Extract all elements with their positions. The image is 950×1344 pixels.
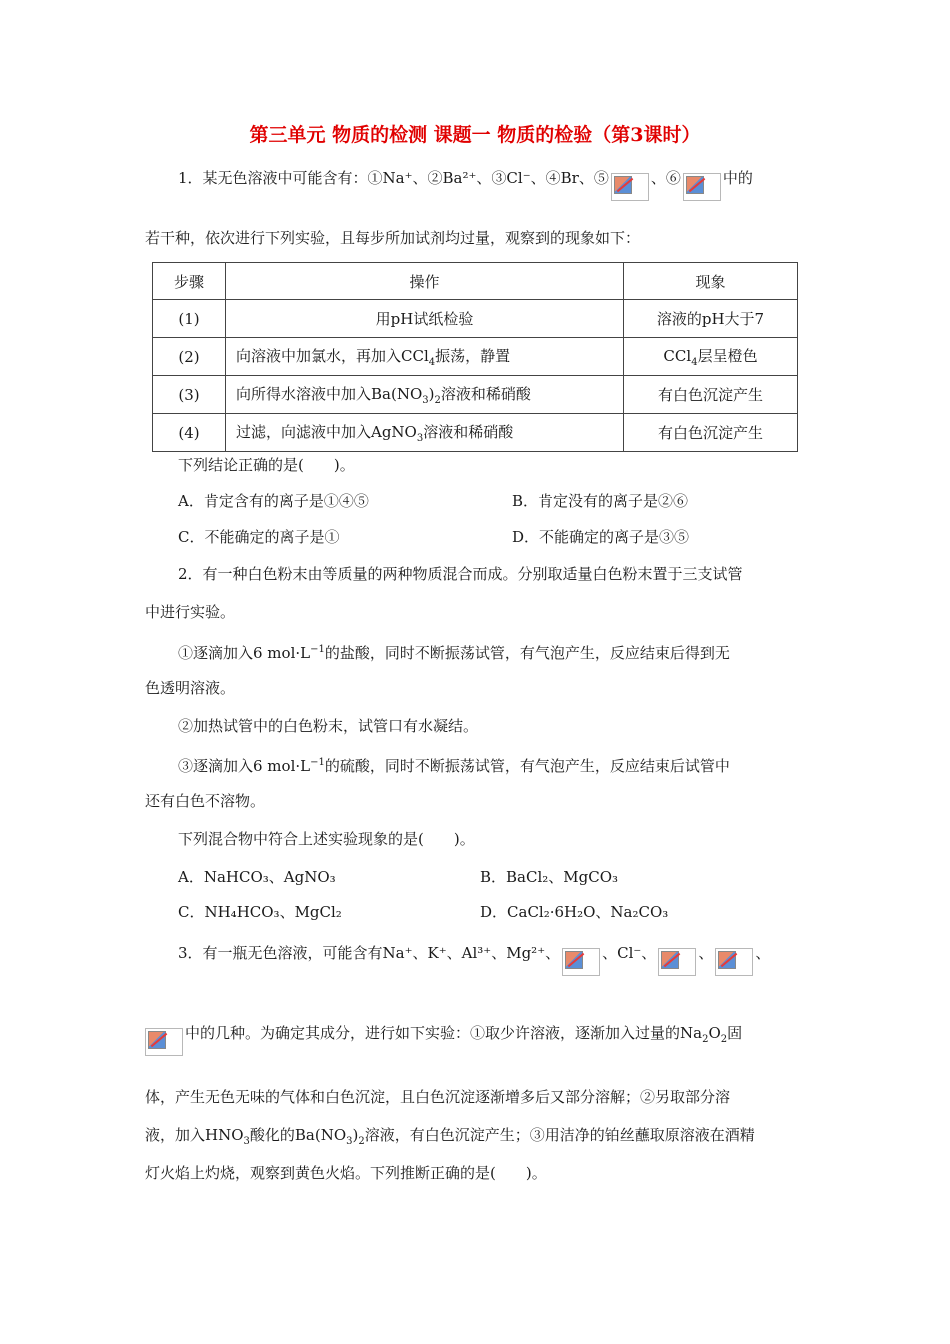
q3-line4-text: 酸化的Ba(NO [249,1126,347,1144]
q2-question: 下列混合物中符合上述实验现象的是( )。 [178,830,475,848]
q3-line2-sub: 2 [720,1034,728,1045]
q3-line4 [145,1125,755,1152]
q1-option-b[interactable]: B．肯定没有的离子是②⑥ [512,492,689,510]
q1-intro-text-a: 1．某无色溶液中可能含有：①Na⁺、②Ba²⁺、③Cl⁻、④Br、⑤ [178,169,609,187]
step-cell: (3) [153,376,226,414]
table-row [153,300,798,338]
broken-image-icon [611,173,649,201]
operation-cell [226,338,624,376]
q3-line2-text: O [708,1024,721,1042]
op-subscript: 4 [428,357,436,368]
q2-step1-sup: −1 [310,644,325,655]
broken-image-icon [562,948,600,976]
q2-intro-line1: 2．有一种白色粉末由等质量的两种物质混合而成。分别取适量白色粉末置于三支试管 [178,565,743,583]
result-cell [624,338,798,376]
broken-image-icon [715,948,753,976]
q3-intro-sep: 、Cl⁻、 [602,944,657,962]
operation-cell: 用pH试纸检验 [226,300,624,338]
q2-step2: ②加热试管中的白色粉末，试管口有水凝结。 [178,717,479,735]
q1-intro-sep: 、⑥ [650,169,681,187]
q3-line3: 体，产生无色无味的气体和白色沉淀，且白色沉淀逐渐增多后又部分溶解；②另取部分溶 [145,1088,731,1106]
operation-cell [226,376,624,414]
q1-intro-line2: 若干种，依次进行下列实验，且每步所加试剂均过量，观察到的现象如下： [145,229,641,247]
header-operation: 操作 [226,263,624,300]
q3-line4-text: ) [352,1126,359,1144]
table-header-row [153,263,798,300]
result-cell: 有白色沉淀产生 [624,414,798,452]
op-text: 溶液和稀硝酸 [440,385,531,403]
table-row [153,376,798,414]
q3-intro-sep: 、 [755,944,771,962]
q2-step1-line2: 色透明溶液。 [145,679,236,697]
table-row [153,414,798,452]
experiment-table [152,262,798,452]
q1-intro-text-b: 中的 [722,169,753,187]
q2-option-c[interactable]: C．NH₄HCO₃、MgCl₂ [178,903,342,921]
q3-line4-text: 液，加入HNO [145,1126,244,1144]
table-row [153,338,798,376]
q2-step1-text: ①逐滴加入6 mol·L [178,644,311,662]
q3-line4-sub: 2 [358,1136,365,1147]
op-text: 向溶液中加氯水，再加入CCl [236,347,429,365]
page-title: 第三单元 物质的检测 课题一 物质的检验（第3课时） [249,124,701,146]
q3-line5: 灯火焰上灼烧，观察到黄色火焰。下列推断正确的是( )。 [145,1164,547,1182]
q2-step3-sup: −1 [310,757,325,768]
q3-intro-sep: 、 [698,944,714,962]
q1-intro-line1 [178,165,753,193]
step-cell: (4) [153,414,226,452]
step-cell: (2) [153,338,226,376]
q3-line2-text: 固 [727,1024,743,1042]
header-step: 步骤 [153,263,226,300]
op-text: 过滤，向滤液中加入AgNO [236,423,417,441]
q1-option-a[interactable]: A．肯定含有的离子是①④⑤ [178,492,369,510]
q3-line4-sub: 3 [346,1136,353,1147]
q2-step1-text: 的盐酸，同时不断振荡试管，有气泡产生，反应结束后得到无 [324,644,730,662]
q2-step3-line1 [178,753,730,776]
q3-line4-sub: 3 [243,1136,250,1147]
q3-line2 [145,1020,742,1050]
q1-option-c[interactable]: C．不能确定的离子是① [178,528,340,546]
op-subscript: 2 [434,395,441,406]
q2-step3-text: ③逐滴加入6 mol·L [178,757,311,775]
result-cell: 有白色沉淀产生 [624,376,798,414]
q3-line2-text: 中的几种。为确定其成分，进行如下实验：①取少许溶液，逐渐加入过量的Na [185,1024,703,1042]
op-text: 溶液和稀硝酸 [423,423,514,441]
q3-line4-text: 溶液，有白色沉淀产生；③用洁净的铂丝蘸取原溶液在酒精 [364,1126,755,1144]
q2-option-a[interactable]: A．NaHCO₃、AgNO₃ [178,868,336,886]
broken-image-icon [683,173,721,201]
header-result: 现象 [624,263,798,300]
op-text: 振荡，静置 [435,347,511,365]
q3-intro-text: 3．有一瓶无色溶液，可能含有Na⁺、K⁺、Al³⁺、Mg²⁺、 [178,944,561,962]
result-text: CCl [663,347,692,365]
q2-option-d[interactable]: D．CaCl₂·6H₂O、Na₂CO₃ [480,903,669,921]
q2-intro-line2: 中进行实验。 [145,603,236,621]
broken-image-icon [145,1028,183,1056]
step-cell: (1) [153,300,226,338]
q2-option-b[interactable]: B．BaCl₂、MgCO₃ [480,868,619,886]
q3-line2-sub: 2 [702,1034,709,1045]
result-cell: 溶液的pH大于7 [624,300,798,338]
q2-step1-line1 [178,640,730,663]
result-subscript: 4 [691,357,698,368]
q3-intro-line1 [178,940,770,968]
q1-question: 下列结论正确的是( )。 [178,456,355,474]
op-text: 向所得水溶液中加入Ba(NO [236,385,423,403]
op-subscript: 3 [422,395,429,406]
op-text: ) [428,385,435,403]
q1-option-d[interactable]: D．不能确定的离子是③⑤ [512,528,690,546]
result-text: 层呈橙色 [697,347,758,365]
broken-image-icon [658,948,696,976]
q2-step3-line2: 还有白色不溶物。 [145,792,266,810]
q2-step3-text: 的硫酸，同时不断振荡试管，有气泡产生，反应结束后试管中 [324,757,730,775]
operation-cell [226,414,624,452]
op-subscript: 3 [416,433,424,444]
